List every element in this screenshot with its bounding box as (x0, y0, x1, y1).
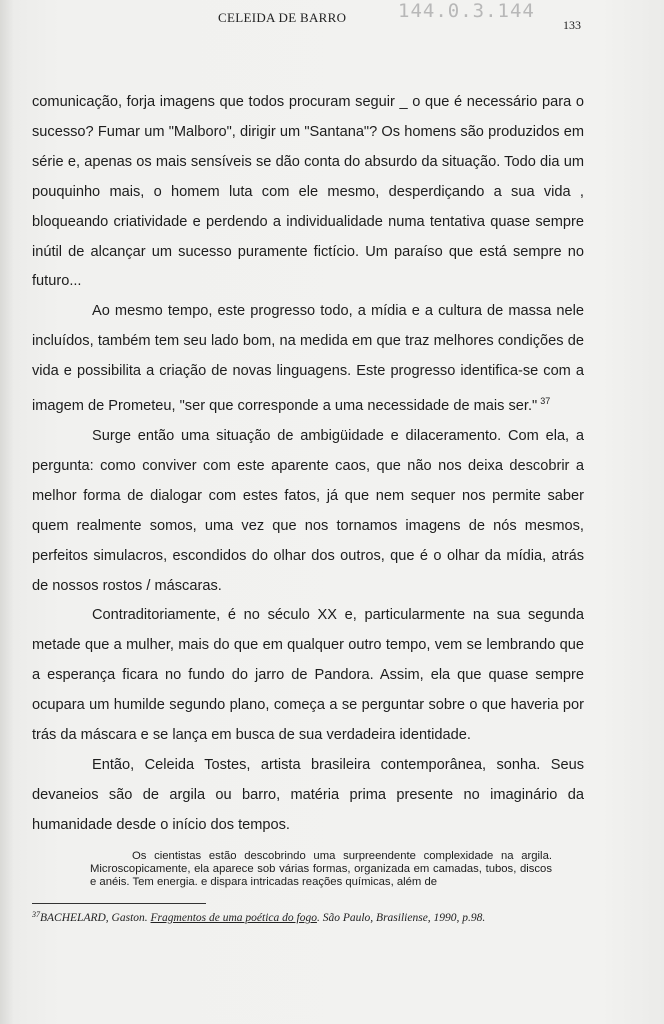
paragraph-3: Surge então uma situação de ambigüidade e dilaceramento. Com ela, a pergunta: como conviver com este aparente caos, que não nos deixa descobrir a melhor forma de dialogar com estes fatos, já que nem sequer nos permite saber quem realmente somos, uma vez que nos tornamos imagens de nós mesmos, perfeitos simulacros, escondidos do olhar dos outros, que é o olhar da mídia, atrás de nossos rostos / máscaras. (32, 427, 584, 594)
paragraph-2-text: Ao mesmo tempo, este progresso todo, a mídia e a cultura de massa nele incluídos, também tem seu lado bom, na medida em que traz melhores condições de vida e possibilita a criação de novas linguagens. Este progresso identifica-se com a imagem de Prometeu, "ser que corresponde a uma necessidade de mais ser." (32, 303, 584, 415)
footnote-reference: 37 (540, 396, 551, 407)
block-quote-text: Os cientistas estão descobrindo uma surpreendente complexidade na argila. Microscopicamente, ela aparece sob várias formas, organizada em camadas, tubos, discos e anéis. Tem energia. e dispara intricadas reações químicas, além de (90, 850, 552, 889)
paragraph-5: Então, Celeida Tostes, artista brasileira contemporânea, sonha. Seus devaneios são de argila ou barro, matéria prima presente no imaginário da humanidade desde o início dos tempos. (32, 756, 584, 833)
pencil-annotation: 144.0.3.144 (398, 0, 535, 22)
paragraph-1: comunicação, forja imagens que todos procuram seguir _ o que é necessário para o sucesso? Fumar um "Malboro", dirigir um "Santana"? Os homens são produzidos em série e, apenas os mais sensíveis se dão conta do absurdo da situação. Todo dia um pouquinho mais, o homem luta com ele mesmo, desperdiçando a sua vida , bloqueando criatividade e perdendo a individualidade numa tentativa quase sempre inútil de alcançar um sucesso puramente fictício. Um paraíso que está sempre no futuro... (32, 94, 584, 290)
paragraph-2 (32, 297, 584, 422)
block-quote (90, 850, 552, 890)
footnote-divider (32, 903, 206, 904)
body-text (32, 88, 584, 841)
paragraph-4: Contraditoriamente, é no século XX e, particularmente na sua segunda metade que a mulher, mais do que em qualquer outro tempo, vem se lembrando que a esperança ficara no fundo do jarro de Pandora. Assim, ela que quase sempre ocupara um humilde segundo plano, começa a se perguntar sobre o que haveria por trás da máscara e se lança em busca de sua verdadeira identidade. (32, 607, 584, 744)
footnote-title: Fragmentos de uma poética do fogo (150, 912, 317, 924)
running-head: CELEIDA DE BARRO (218, 10, 347, 25)
footnote-details: . São Paulo, Brasiliense, 1990, p.98. (316, 912, 486, 924)
footnote-author: BACHELARD, Gaston. (40, 912, 148, 924)
footnote (32, 910, 485, 924)
page-number: 133 (563, 18, 581, 32)
footnote-number: 37 (32, 910, 40, 919)
